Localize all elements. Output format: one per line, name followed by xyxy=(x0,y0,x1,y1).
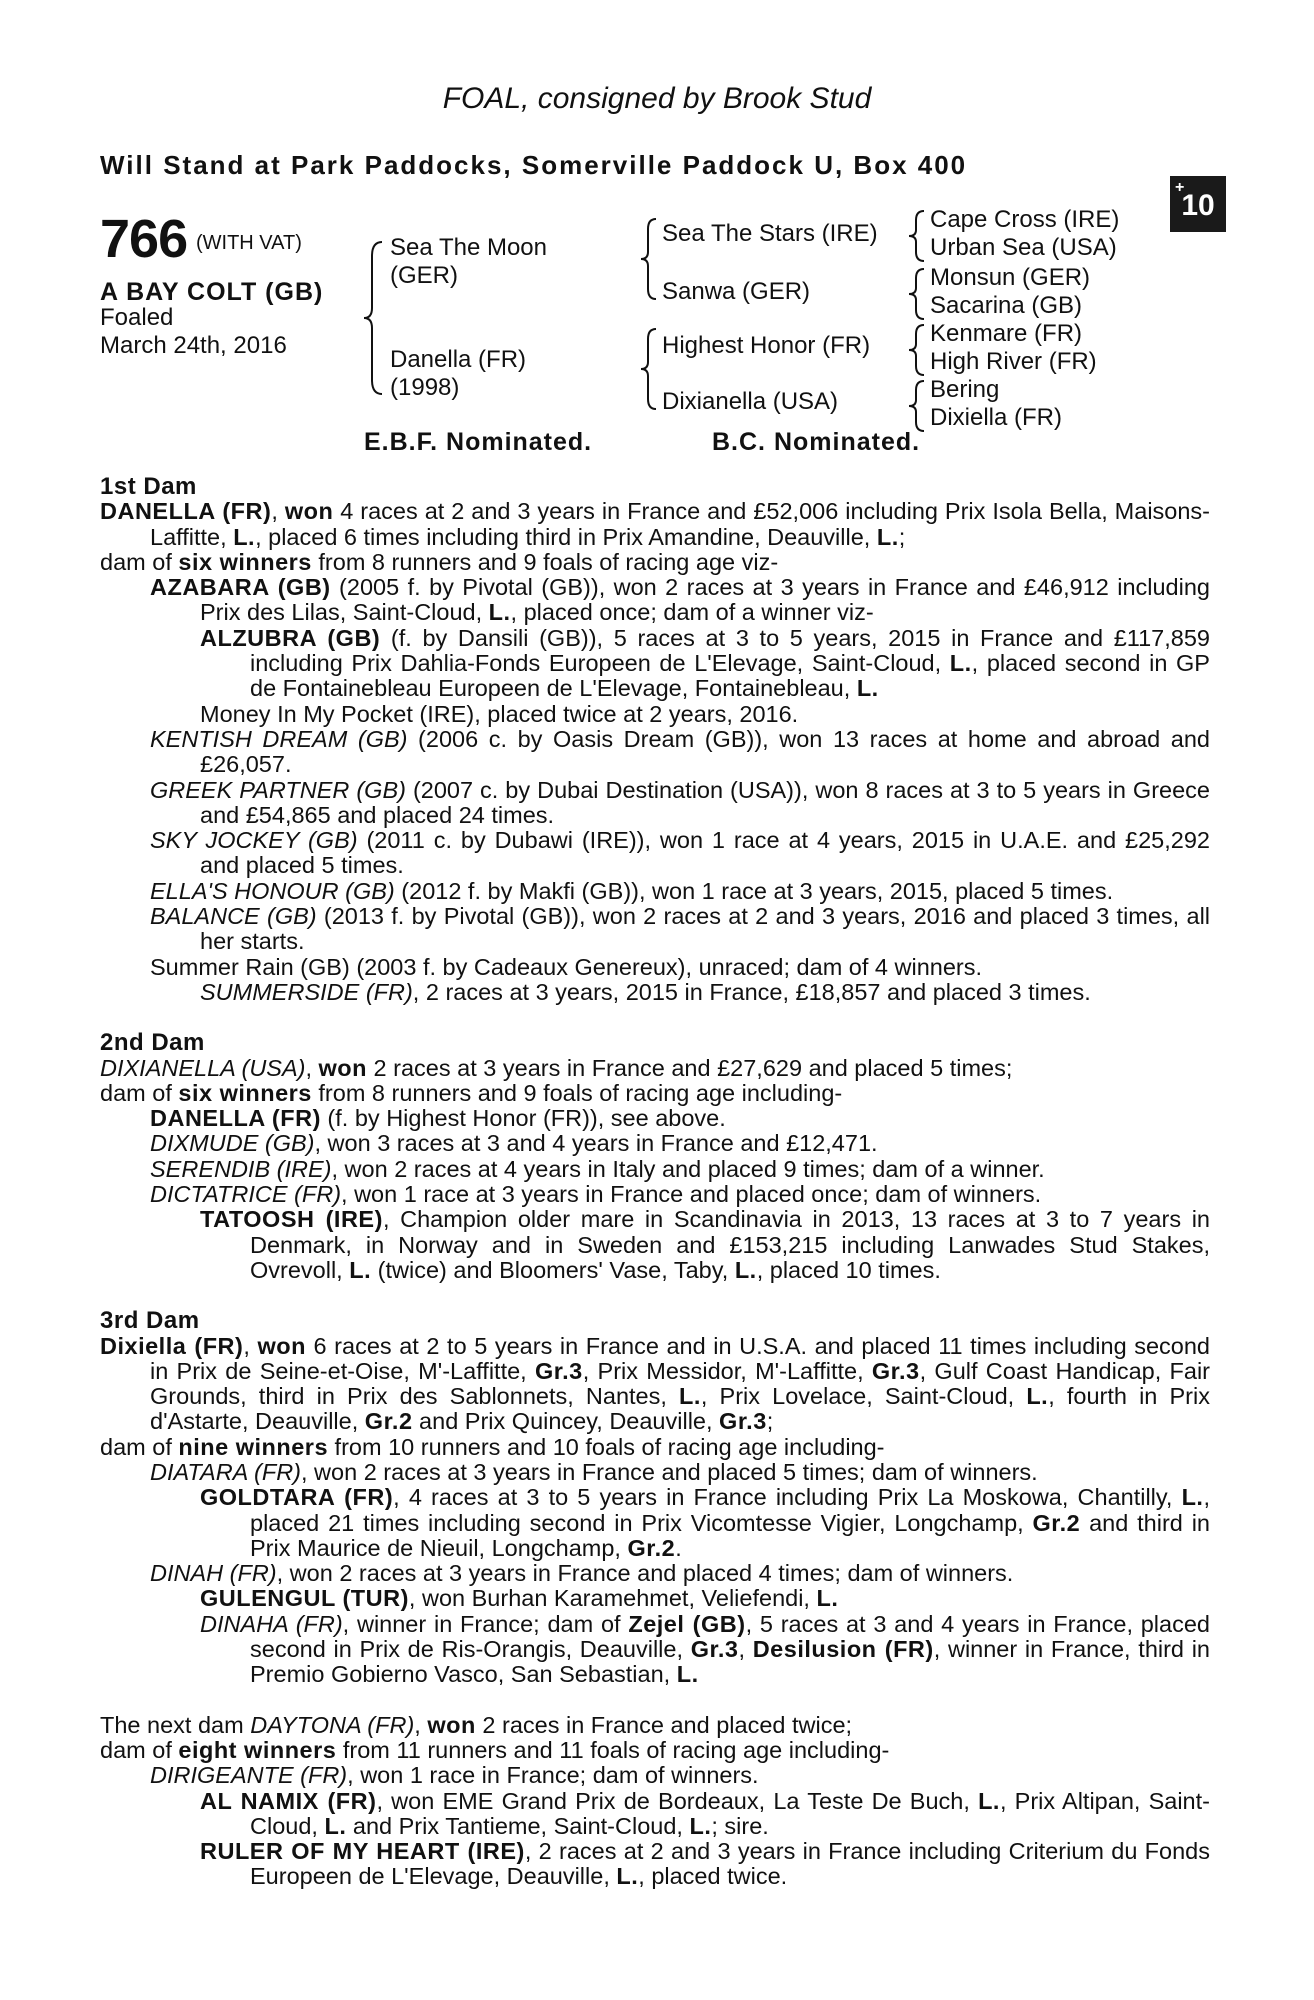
text-run: , placed twice. xyxy=(638,1863,788,1890)
text-run: KENTISH DREAM (GB) xyxy=(150,725,408,752)
text-run: , won 2 races at 3 years in France and placed 5 times; dam of winners. xyxy=(301,1458,1038,1485)
text-run: , won Burhan Karamehmet, Veliefendi, xyxy=(408,1585,817,1612)
ggp-8: Dixiella (FR) xyxy=(930,404,1062,431)
page-header: FOAL, consigned by Brook Stud xyxy=(442,82,872,115)
text-run: , Gulf Coast Handicap, Fair Grounds, third in Prix des Sablonnets, Nantes, xyxy=(150,1357,1210,1410)
entry-line xyxy=(100,1106,1210,1131)
text-run: L. xyxy=(679,1383,701,1410)
sire-origin: (GER) xyxy=(390,262,458,289)
entry-line xyxy=(100,499,1210,550)
text-run: Gr.3 xyxy=(719,1408,767,1435)
text-run: Dixiella (FR) xyxy=(100,1332,244,1359)
text-run: L. xyxy=(734,1256,757,1283)
text-run: SKY JOCKEY (GB) xyxy=(150,827,358,854)
text-run: L. xyxy=(876,523,899,550)
text-run: (2006 c. by Oasis Dream (GB)), won 13 races at home and abroad and £26,057. xyxy=(200,725,1210,778)
third-dam-heading: 3rd Dam xyxy=(100,1307,200,1335)
entry-line xyxy=(100,778,1210,829)
text-run: , placed 6 times including third in Prix Amandine, Deauville, xyxy=(255,523,877,550)
text-run: . xyxy=(675,1534,682,1561)
text-run: , 5 races at 3 and 4 years in France, placed second in Prix de Ris-Orangis, Deauville, xyxy=(250,1610,1210,1663)
text-run: L. xyxy=(1181,1484,1204,1511)
text-run: , placed once; dam of a winner viz- xyxy=(510,599,874,626)
pedigree-brace-sire xyxy=(638,216,660,302)
text-run: The next dam xyxy=(100,1711,251,1738)
text-run: (f. by Highest Honor (FR)), see above. xyxy=(320,1105,726,1132)
entry-line xyxy=(100,1182,1210,1207)
text-run: Gr.3 xyxy=(871,1357,920,1384)
text-run: from 8 runners and 9 foals of racing age viz- xyxy=(311,548,779,575)
text-run: (2012 f. by Makfi (GB)), won 1 race at 3 years, 2015, placed 5 times. xyxy=(394,877,1114,904)
entry-line xyxy=(100,1460,1210,1485)
entry-line xyxy=(100,1586,1210,1611)
text-run: ; sire. xyxy=(711,1812,769,1839)
text-run: DANELLA (FR) xyxy=(100,498,272,525)
entry-line xyxy=(100,879,1210,904)
foaled-label: Foaled xyxy=(100,304,174,331)
text-run: , won 1 race at 3 years in France and placed once; dam of winners. xyxy=(341,1181,1042,1208)
text-run: 2 races at 3 years in France and £27,629 and placed 5 times; xyxy=(367,1054,1013,1081)
entry-line xyxy=(100,1839,1210,1890)
text-run: DIXMUDE (GB) xyxy=(150,1130,315,1157)
text-run: , Prix Altipan, Saint-Cloud, xyxy=(250,1787,1210,1839)
ggp-5: Kenmare (FR) xyxy=(930,320,1083,347)
entry-line xyxy=(100,1081,1210,1106)
sire-name: Sea The Moon xyxy=(390,234,547,261)
pedigree-brace-main xyxy=(360,238,390,398)
text-run: , 2 races at 3 years, 2015 in France, £18,857 and placed 3 times. xyxy=(412,978,1091,1005)
text-run: won xyxy=(257,1332,306,1359)
dam-name: Danella (FR) xyxy=(390,346,527,373)
bc-nominated: B.C. Nominated. xyxy=(712,428,921,456)
badge-number: 10 xyxy=(1181,189,1215,222)
text-run: , winner in France; dam of xyxy=(342,1610,629,1637)
text-run: , placed second in GP de Fontainebleau Europeen de L'Elevage, Fontainebleau, xyxy=(250,650,1210,702)
entry-line xyxy=(100,1763,1210,1788)
text-run: L. xyxy=(689,1812,712,1839)
text-run: eight winners xyxy=(178,1736,337,1763)
ggp-6: High River (FR) xyxy=(930,348,1097,375)
text-run: Gr.2 xyxy=(1032,1509,1081,1536)
pedigree-notes xyxy=(100,474,1210,1890)
text-run: 4 races at 2 and 3 years in France and £52,006 including Prix Isola Bella, Maisons-Laffitte, xyxy=(150,498,1211,550)
text-run: L. xyxy=(616,1863,639,1890)
text-run: Money In My Pocket (IRE), placed twice at 2 years, 2016. xyxy=(200,700,799,727)
text-run: (twice) and Bloomers' Vase, Taby, xyxy=(371,1256,735,1283)
text-run: (2007 c. by Dubai Destination (USA)), won 8 races at 3 to 5 years in Greece and £54,865 and placed 24 times. xyxy=(200,776,1210,828)
text-run: (2013 f. by Pivotal (GB)), won 2 races at 2 and 3 years, 2016 and placed 3 times, all her starts. xyxy=(200,903,1211,955)
text-run: , fourth in Prix d'Astarte, Deauville, xyxy=(150,1383,1210,1435)
entry-line xyxy=(100,550,1210,575)
lot-number: 766 xyxy=(100,209,188,269)
entry-line xyxy=(100,1334,1210,1435)
pedigree-brace-ggp3 xyxy=(906,322,928,378)
text-run: , 4 races at 3 to 5 years in France including Prix La Moskowa, Chantilly, xyxy=(393,1484,1182,1511)
text-run: , Champion older mare in Scandinavia in 2013, 13 races at 3 to 7 years in Denmark, in Norway and in Sweden and £153,215 including Lanwades Stud Stakes, Ovrevoll, xyxy=(250,1206,1210,1283)
text-run: ; xyxy=(766,1408,774,1435)
entry-line xyxy=(100,1131,1210,1156)
text-run: L. xyxy=(949,650,972,677)
text-run: , Prix Lovelace, Saint-Cloud, xyxy=(700,1383,1027,1410)
first-dam-section xyxy=(100,499,1210,1005)
text-run: DINAH (FR) xyxy=(150,1560,277,1587)
text-run: Gr.2 xyxy=(627,1534,676,1561)
text-run: BALANCE (GB) xyxy=(150,903,317,930)
text-run: , xyxy=(738,1636,753,1663)
text-run: won xyxy=(284,498,334,525)
entry-line xyxy=(100,1561,1210,1586)
text-run: GULENGUL (TUR) xyxy=(200,1585,409,1612)
pedigree-brace-ggp2 xyxy=(906,266,928,322)
lot-description: A BAY COLT (GB) xyxy=(100,278,324,306)
entry-line xyxy=(100,702,1210,727)
text-run: DANELLA (FR) xyxy=(150,1105,321,1132)
text-run: , won EME Grand Prix de Bordeaux, La Teste De Buch, xyxy=(376,1787,979,1814)
text-run: RULER OF MY HEART (IRE) xyxy=(200,1838,525,1865)
entry-line xyxy=(100,955,1210,980)
text-run: ALZUBRA (GB) xyxy=(200,624,381,651)
text-run: GREEK PARTNER (GB) xyxy=(150,776,406,803)
dam-sire: Highest Honor (FR) xyxy=(662,332,871,359)
text-run: DAYTONA (FR) xyxy=(250,1711,415,1738)
stand-location: Will Stand at Park Paddocks, Somerville Paddock U, Box 400 xyxy=(100,150,968,180)
text-run: , xyxy=(414,1711,428,1738)
text-run: Gr.3 xyxy=(690,1636,739,1663)
text-run: from 8 runners and 9 foals of racing age including- xyxy=(311,1079,843,1106)
vat-note: (WITH VAT) xyxy=(196,232,302,254)
entry-line xyxy=(100,980,1210,1005)
text-run: (2011 c. by Dubawi (IRE)), won 1 race at 4 years, 2015 in U.A.E. and £25,292 and placed 5 times. xyxy=(200,827,1210,879)
text-run: L. xyxy=(676,1661,699,1688)
text-run: , won 1 race in France; dam of winners. xyxy=(347,1762,759,1789)
text-run: Gr.3 xyxy=(534,1357,583,1384)
text-run: , placed 10 times. xyxy=(756,1256,941,1283)
text-run: dam of xyxy=(100,1079,179,1106)
entry-line xyxy=(100,1157,1210,1182)
entry-line xyxy=(100,1713,1210,1738)
ggp-4: Sacarina (GB) xyxy=(930,292,1083,319)
text-run: Summer Rain (GB) (2003 f. by Cadeaux Genereux), unraced; dam of 4 winners. xyxy=(150,953,983,980)
ggp-7: Bering xyxy=(930,376,1000,403)
sire-sire: Sea The Stars (IRE) xyxy=(662,220,878,247)
text-run: ELLA'S HONOUR (GB) xyxy=(150,877,395,904)
text-run: DINAHA (FR) xyxy=(200,1610,343,1637)
entry-line xyxy=(100,1738,1210,1763)
foaled-date: March 24th, 2016 xyxy=(100,332,287,359)
text-run: L. xyxy=(488,599,511,626)
second-dam-heading: 2nd Dam xyxy=(100,1029,205,1057)
ggp-1: Cape Cross (IRE) xyxy=(930,206,1120,233)
text-run: 6 races at 2 to 5 years in France and in U.S.A. and placed 11 times including second in Prix de Seine-et-Oise, M'-Laffitte, xyxy=(150,1332,1211,1384)
entry-line xyxy=(100,1056,1210,1081)
entry-line xyxy=(100,904,1210,955)
text-run: L. xyxy=(856,675,879,702)
text-run: DICTATRICE (FR) xyxy=(150,1181,342,1208)
text-run: nine winners xyxy=(178,1433,329,1460)
text-run: DIRIGEANTE (FR) xyxy=(150,1762,348,1789)
text-run: SERENDIB (IRE) xyxy=(150,1155,332,1182)
text-run: from 11 runners and 11 foals of racing age including- xyxy=(336,1736,890,1763)
text-run: DIXIANELLA (USA) xyxy=(100,1054,306,1081)
entry-line xyxy=(100,1207,1210,1283)
pedigree-brace-ggp1 xyxy=(906,208,928,264)
text-run: DIATARA (FR) xyxy=(150,1458,301,1485)
first-dam-heading: 1st Dam xyxy=(100,473,197,500)
text-run: (f. by Dansili (GB)), 5 races at 3 to 5 years, 2015 in France and £117,859 including Prix Dahlia-Fonds Europeen de L'Elevage, Saint-Cloud, xyxy=(250,624,1210,677)
entry-line xyxy=(100,1485,1210,1561)
text-run: L. xyxy=(1026,1383,1049,1410)
text-run: Desilusion (FR) xyxy=(752,1636,934,1663)
text-run: SUMMERSIDE (FR) xyxy=(200,978,413,1005)
sire-dam: Sanwa (GER) xyxy=(662,278,811,305)
pedigree-brace-dam xyxy=(638,326,660,412)
text-run: , Prix Messidor, M'-Laffitte, xyxy=(582,1357,872,1384)
badge-plus: + xyxy=(1175,179,1185,196)
text-run: from 10 runners and 10 foals of racing age including- xyxy=(328,1433,885,1460)
entry-line xyxy=(100,1612,1210,1688)
text-run: L. xyxy=(233,523,256,550)
text-run: six winners xyxy=(178,548,312,575)
text-run: ; xyxy=(898,523,906,550)
text-run: TATOOSH (IRE) xyxy=(200,1206,383,1233)
text-run: L. xyxy=(978,1787,1000,1814)
text-run: , winner in France, third in Premio Gobierno Vasco, San Sebastian, xyxy=(250,1636,1211,1688)
text-run: won xyxy=(318,1054,368,1081)
text-run: , won 2 races at 3 years in France and placed 4 times; dam of winners. xyxy=(276,1560,1014,1587)
text-run: , 2 races at 2 and 3 years in France including Criterium du Fonds Europeen de L'Elevage, Deauville, xyxy=(250,1838,1210,1890)
text-run: dam of xyxy=(100,1736,179,1763)
entry-line xyxy=(100,626,1210,702)
text-run: dam of xyxy=(100,1433,179,1460)
text-run: , won 2 races at 4 years in Italy and placed 9 times; dam of a winner. xyxy=(331,1155,1045,1182)
third-dam-section xyxy=(100,1334,1210,1688)
text-run: and Prix Tantieme, Saint-Cloud, xyxy=(346,1812,690,1839)
text-run: (2005 f. by Pivotal (GB)), won 2 races at 3 years in France and £46,912 including Prix des Lilas, Saint-Cloud, xyxy=(200,574,1210,626)
text-run: , won 3 races at 3 and 4 years in France and £12,471. xyxy=(314,1130,878,1157)
ggp-2: Urban Sea (USA) xyxy=(930,234,1117,261)
entry-line xyxy=(100,727,1210,778)
text-run: and Prix Quincey, Deauville, xyxy=(412,1408,720,1435)
text-run: L. xyxy=(349,1256,372,1283)
text-run: won xyxy=(427,1711,476,1738)
text-run: AL NAMIX (FR) xyxy=(200,1787,377,1814)
text-run: L. xyxy=(816,1585,839,1612)
text-run: 2 races in France and placed twice; xyxy=(475,1711,853,1738)
text-run: GOLDTARA (FR) xyxy=(200,1484,394,1511)
text-run: , xyxy=(271,498,285,525)
text-run: L. xyxy=(324,1812,347,1839)
entry-line xyxy=(100,828,1210,879)
text-run: , xyxy=(305,1054,319,1081)
text-run: , placed 21 times including second in Prix Vicomtesse Vigier, Longchamp, xyxy=(250,1484,1210,1536)
entry-line xyxy=(100,575,1210,626)
text-run: Zejel (GB) xyxy=(628,1610,746,1637)
text-run: six winners xyxy=(178,1079,312,1106)
pedigree-brace-ggp4 xyxy=(906,378,928,434)
ebf-nominated: E.B.F. Nominated. xyxy=(364,428,593,456)
text-run: AZABARA (GB) xyxy=(150,574,331,601)
text-run: and third in Prix Maurice de Nieuil, Longchamp, xyxy=(250,1509,1210,1561)
dam-dam: Dixianella (USA) xyxy=(662,388,839,415)
entry-line xyxy=(100,1435,1210,1460)
dam-year: (1998) xyxy=(390,374,460,401)
next-dam-section xyxy=(100,1713,1210,1890)
text-run: , xyxy=(243,1332,258,1359)
text-run: dam of xyxy=(100,548,179,575)
second-dam-section xyxy=(100,1056,1210,1284)
entry-line xyxy=(100,1789,1210,1840)
ggp-3: Monsun (GER) xyxy=(930,264,1091,291)
lot-badge xyxy=(1170,176,1226,232)
text-run: Gr.2 xyxy=(364,1408,413,1435)
